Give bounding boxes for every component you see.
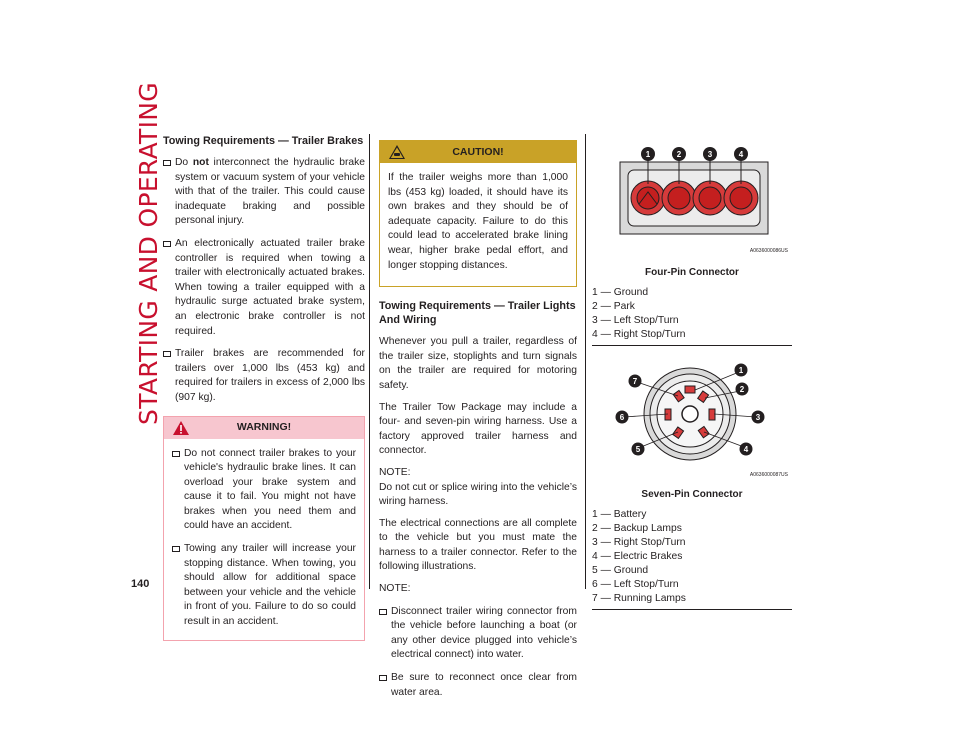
column-middle [379, 140, 577, 708]
section-side-title: STARTING AND OPERATING [133, 81, 163, 425]
divider [592, 609, 792, 610]
warning-title: WARNING! [236, 421, 292, 434]
note-text: Do not cut or splice wiring into the vehicle’s wiring harness. [379, 481, 577, 508]
paragraph: The electrical connections are all complete to the vehicle but you must mate the harness to a trailer connector. Refer to the following illustrations. [379, 517, 577, 573]
column-divider [369, 134, 370, 589]
list-item: Trailer brakes are recommended for trailers over 1,000 lbs (453 kg) and required for trailers in excess of 2,000 lbs (907 kg). [163, 347, 365, 405]
legend-item: 1 — Battery [592, 509, 647, 521]
four-pin-connector-illustration [592, 140, 792, 258]
warning-header [164, 417, 364, 439]
caution-header [380, 141, 576, 163]
legend-item: 1 — Ground [592, 287, 649, 299]
callout-label: 3 [707, 150, 713, 159]
warning-box [163, 416, 365, 641]
divider [592, 345, 792, 346]
note-label: NOTE: [379, 466, 411, 478]
caution-box [379, 140, 577, 287]
paragraph: The Trailer Tow Package may include a four- and seven-pin wiring harness. Use a factory approved trailer harness and connector. [379, 401, 577, 457]
callout-label: 1 [645, 150, 651, 159]
list-item: Towing any trailer will increase your stopping distance. When towing, you should allow for additional space between your vehicle and the vehicle in front of you. Failure to do so could result in an accident. [172, 542, 356, 630]
list-item: Do not interconnect the hydraulic brake system or vacuum system of your vehicle with that of the trailer. This could cause inadequate braking and possible personal injury. [163, 156, 365, 229]
callout-label: 6 [619, 413, 625, 423]
column-divider [585, 134, 586, 589]
legend-item: 2 — Backup Lamps [592, 523, 682, 535]
paragraph: Whenever you pull a trailer, regardless of the trailer size, stoplights and turn signals on the trailer are required for motoring safety. [379, 336, 577, 391]
four-pin-callout-markers [641, 147, 748, 161]
checkbox-bullet-icon [163, 241, 171, 247]
callout-label: 2 [739, 385, 745, 395]
callout-label: 3 [755, 413, 761, 423]
four-pin-legend [592, 286, 792, 342]
list-item: Disconnect trailer wiring connector from the vehicle before launching a boat (or any other device plugged into vehicle’s electrical connect) into water. [379, 605, 577, 663]
callout-label: 7 [632, 377, 638, 387]
checkbox-bullet-icon [379, 675, 387, 681]
legend-item: 5 — Ground [592, 565, 649, 577]
caution-car-icon [388, 144, 406, 160]
legend-item: 2 — Park [592, 301, 635, 313]
four-pin-caption: Four-Pin Connector [645, 266, 739, 278]
legend-item: 7 — Running Lamps [592, 593, 686, 605]
legend-item: 3 — Left Stop/Turn [592, 315, 679, 327]
figure-id: A0636000086US [749, 248, 788, 254]
column-right [592, 140, 792, 616]
callout-label: 5 [635, 445, 641, 455]
seven-pin-connector-illustration [592, 352, 792, 480]
list-item: An electronically actuated trailer brake controller is required when towing a trailer with electronically actuated brakes. When towing a trailer equipped with a hydraulic surge actuated brake system, an electronic brake controller is not required. [163, 237, 365, 339]
legend-item: 4 — Right Stop/Turn [592, 329, 686, 341]
column-left [163, 134, 365, 653]
checkbox-bullet-icon [172, 451, 180, 457]
checkbox-bullet-icon [379, 609, 387, 615]
legend-item: 6 — Left Stop/Turn [592, 579, 679, 591]
callout-label: 2 [676, 150, 682, 159]
list-item: Do not connect trailer brakes to your vehicle's hydraulic brake lines. It can overload your brake system and cause it to fail. You might not have brakes when you need them and could have an accident. [172, 447, 356, 535]
checkbox-bullet-icon [163, 160, 171, 166]
legend-item: 4 — Electric Brakes [592, 551, 683, 563]
page-number: 140 [131, 578, 150, 590]
callout-label: 4 [738, 150, 744, 159]
list-item: Be sure to reconnect once clear from water area. [379, 671, 577, 700]
section-heading-lights-wiring: Towing Requirements — Trailer Lights And Wiring [379, 300, 576, 327]
figure-id: A0636000087US [749, 472, 788, 479]
caution-title: CAUTION! [452, 145, 504, 158]
caution-text: If the trailer weighs more than 1,000 lbs (453 kg) loaded, it should have its own brakes and they should be of adequate capacity. Failure to do this could lead to accelerated brake lining wear, higher brake pedal effort, and longer stopping distances. [388, 172, 568, 271]
callout-label: 4 [743, 445, 749, 455]
seven-pin-caption: Seven-Pin Connector [641, 488, 743, 500]
checkbox-bullet-icon [172, 546, 180, 552]
seven-pin-legend [592, 508, 792, 606]
note-label: NOTE: [379, 583, 411, 595]
section-heading-trailer-brakes: Towing Requirements — Trailer Brakes [163, 135, 364, 147]
checkbox-bullet-icon [163, 351, 171, 357]
legend-item: 3 — Right Stop/Turn [592, 537, 686, 549]
warning-triangle-icon [172, 420, 190, 436]
callout-label: 1 [738, 366, 744, 376]
